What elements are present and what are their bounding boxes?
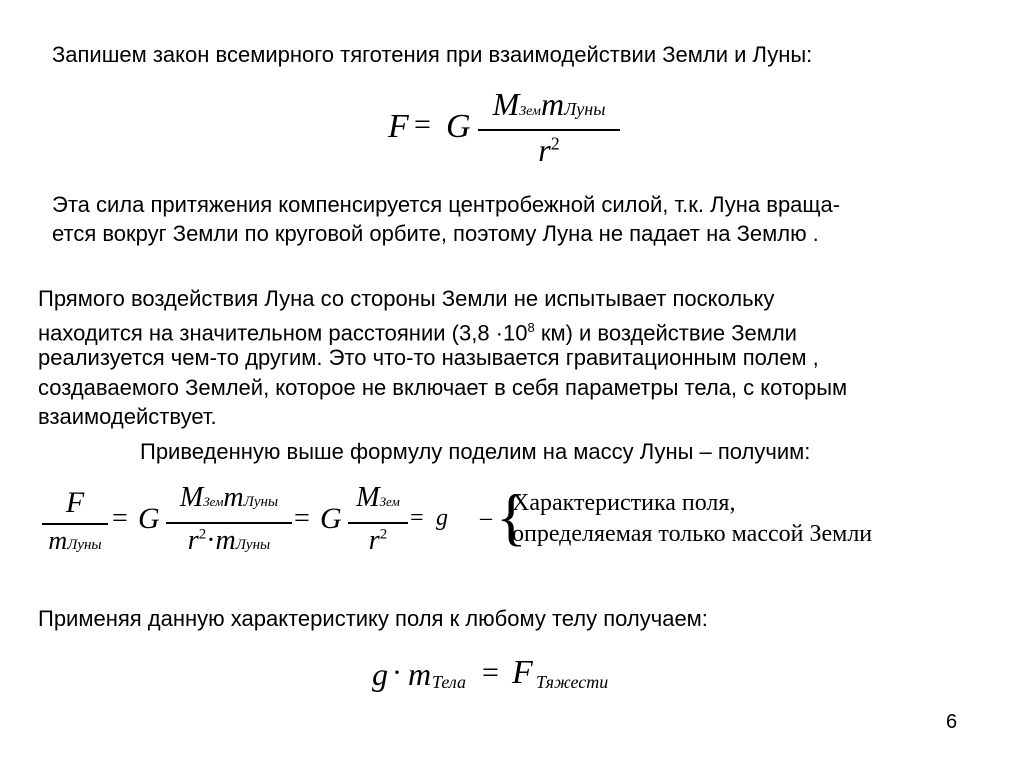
formula2-fraction2 <box>166 482 292 564</box>
formula2-brace: { <box>496 481 527 552</box>
formula3-m: m <box>408 656 432 692</box>
formula1-fraction <box>478 86 620 172</box>
paragraph2-line2-before: находится на значительном расстоянии (3,8 ·10 <box>38 320 528 346</box>
formula2-f2-bar <box>166 522 292 524</box>
formula2-f3-M-sub: Зем <box>379 494 400 509</box>
field-characteristic-note-line1: Характеристика поля, <box>512 490 736 516</box>
formula2-equals3: = <box>410 505 424 531</box>
formula2-f3-numerator <box>348 482 408 514</box>
formula2-fraction3 <box>348 482 408 564</box>
paragraph2-exponent: 8 <box>527 320 535 335</box>
formula2-f1-denominator <box>42 526 108 556</box>
paragraph1-line1: Эта сила притяжения компенсируется центробежной силой, т.к. Луна враща- <box>52 192 841 217</box>
formula2-f1-m-sub: Луны <box>67 537 102 553</box>
formula1-M: M <box>492 86 520 122</box>
formula1-lhs: F <box>388 108 409 145</box>
formula3-F: F <box>512 654 533 691</box>
formula3-equals: = <box>482 656 499 689</box>
formula1-fraction-bar <box>478 129 620 131</box>
formula2-f2-M-sub: Зем <box>203 494 224 509</box>
formula2-fraction1 <box>42 486 108 562</box>
formula2-f2-r-exp: 2 <box>198 526 207 543</box>
formula2-f2-m-sub: Луны <box>243 494 279 510</box>
formula1-numerator <box>478 86 620 123</box>
paragraph3: Приведенную выше формулу поделим на массу Луны – получим: <box>140 439 811 464</box>
paragraph1-line2: ется вокруг Земли по круговой орбите, поэтому Луна не падает на Землю . <box>52 221 819 246</box>
formula2-G2: G <box>320 502 342 535</box>
formula3-m-sub: Тела <box>432 672 466 692</box>
paragraph4: Применяя данную характеристику поля к любому телу получаем: <box>38 606 708 631</box>
formula3-g: g <box>372 656 388 692</box>
formula2-g: g <box>436 505 448 531</box>
formula2-f1-numerator: F <box>65 486 85 519</box>
formula2-f2-M: M <box>179 482 204 513</box>
formula2-dash: – <box>480 505 492 531</box>
formula2-f2-denominator <box>166 525 292 557</box>
formula2-f3-r: r <box>368 525 380 556</box>
formula2-f2-dot: · <box>206 525 216 556</box>
formula2-f3-r-exp: 2 <box>379 526 388 543</box>
formula2-f1-bar <box>42 523 108 525</box>
formula2-G1: G <box>138 502 160 535</box>
intro-text: Запишем закон всемирного тяготения при взаимодействии Земли и Луны: <box>52 42 813 67</box>
formula3-F-sub: Тяжести <box>536 672 609 692</box>
paragraph2-line1: Прямого воздействия Луна со стороны Земли не испытывает поскольку <box>38 286 775 311</box>
formula1-m-sub: Луны <box>564 99 606 119</box>
formula1-G: G <box>446 108 471 145</box>
formula2-f2-den-m-sub: Луны <box>235 537 271 553</box>
formula2-f2-numerator <box>166 482 292 514</box>
formula2-f2-den-m: m <box>215 525 236 556</box>
formula1-equals: = <box>414 108 431 141</box>
formula2-equals2: = <box>294 503 310 534</box>
formula1-m: m <box>540 86 565 122</box>
formula3-dot: · <box>392 656 402 689</box>
formula1-M-sub: Зем <box>519 104 541 119</box>
formula2-f2-m: m <box>223 482 244 513</box>
formula2-f2-r: r <box>187 525 199 556</box>
page-number: 6 <box>946 711 958 733</box>
formula2-f3-denominator <box>348 525 408 557</box>
field-characteristic-note-line2: определяемая только массой Земли <box>512 521 873 547</box>
formula1-denominator <box>478 132 620 169</box>
formula2-f3-M: M <box>356 482 380 513</box>
formula2-f1-m: m <box>48 526 68 555</box>
paragraph2-line5: взаимодействует. <box>38 404 217 429</box>
paragraph2-line2-after: км) и воздействие Земли <box>534 320 797 346</box>
paragraph2-line3: реализуется чем-то другим. Это что-то называется гравитационным полем , <box>38 345 819 370</box>
formula1-r: r <box>538 132 551 168</box>
formula2-f3-bar <box>348 522 408 524</box>
formula2-equals1: = <box>112 503 128 534</box>
formula1-r-exp: 2 <box>550 133 560 154</box>
paragraph2-line4: создаваемого Землей, которое не включает в себя параметры тела, с которым <box>38 375 848 400</box>
